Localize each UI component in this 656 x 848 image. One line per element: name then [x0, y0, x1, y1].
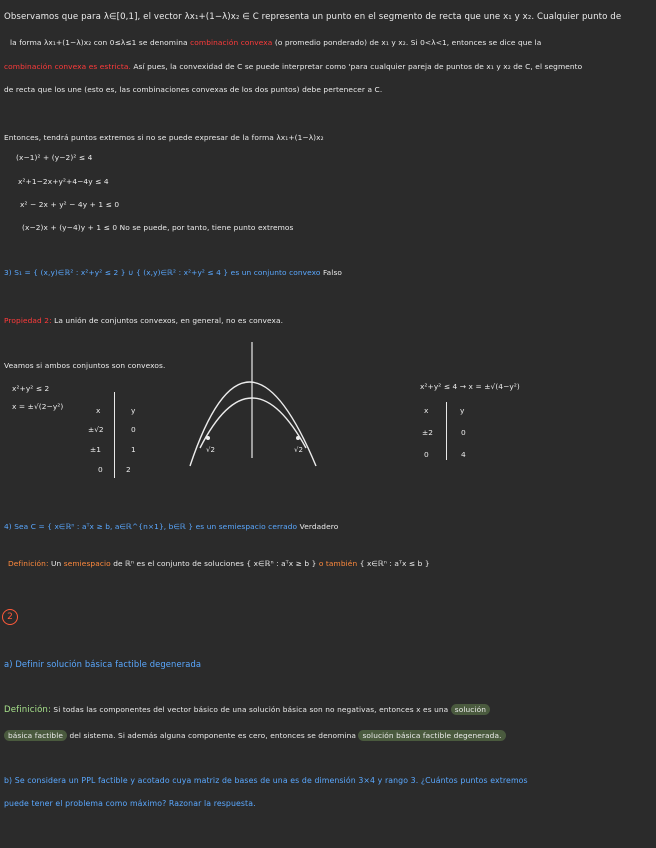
extremos-eq-4: (x−2)x + (y−4)y + 1 ≤ 0 No se puede, por tanto, tiene punto extremos: [22, 223, 294, 232]
item-b-line-2: puede tener el problema como máximo? Razonar la respuesta.: [4, 799, 256, 808]
propiedad-2: Propiedad 2: La unión de conjuntos convexos, en general, no es convexa.: [4, 316, 284, 325]
table-left-cell: 0: [131, 425, 136, 434]
definicion-sbf-line-2: básica factible del sistema. Si además alguna componente es cero, entonces se denomina solución básica factible degenerada.: [4, 731, 506, 740]
left-eq-2: x = ±√(2−y²): [12, 402, 64, 411]
table-left-cell: ±1: [90, 445, 101, 454]
item-3: 3) S₁ = { (x,y)∈ℝ² : x²+y² ≤ 2 } ∪ { (x,y)∈ℝ² : x²+y² ≤ 4 } es un conjunto convexo Falso: [4, 268, 343, 277]
table-right-cell: 0: [461, 428, 466, 437]
graph-label-left: √2: [206, 446, 215, 454]
definicion-sbf-line-1: Definición: Si todas las componentes del vector básico de una solución básica son no negativas, entonces x es una solución: [4, 705, 490, 715]
item-b-line-1: b) Se considera un PPL factible y acotado cuya matriz de bases de una es de dimensión 3×4 y rango 3. ¿Cuántos puntos extremos: [4, 776, 528, 785]
item-4: 4) Sea C = { x∈ℝⁿ : aᵀx ≥ b, a∈ℝ^{n×1}, b∈ℝ } es un semiespacio cerrado Verdadero: [4, 522, 339, 531]
table-right-divider: [446, 402, 447, 460]
intersection-right: [296, 436, 300, 440]
table-left-cell: 1: [131, 445, 136, 454]
combinacion-estricta-term: combinación convexa es estricta.: [4, 62, 131, 71]
graph-label-right: √2: [294, 446, 303, 454]
table-right-cell: 4: [461, 450, 466, 459]
extremos-heading: Entonces, tendrá puntos extremos si no se puede expresar de la forma λx₁+(1−λ)x₂: [4, 133, 324, 142]
obs-line-2: la forma λx₁+(1−λ)x₂ con 0≤λ≤1 se denomina combinación convexa (o promedio ponderado) de x₁ y x₂. Si 0<λ<1, entonces se dice que la: [10, 38, 542, 47]
combinacion-convexa-term: combinación convexa: [190, 38, 273, 47]
extremos-eq-2: x²+1−2x+y²+4−4y ≤ 4: [18, 177, 109, 186]
section-2-number: 2: [2, 609, 18, 625]
obs-line-1: Observamos que para λ∈[0,1], el vector λx₁+(1−λ)x₂ ∈ C representa un punto en el segmento de recta que une x₁ y x₂. Cualquier punto de: [4, 12, 622, 22]
extremos-eq-3: x² − 2x + y² − 4y + 1 ≤ 0: [20, 200, 120, 209]
obs-line-4: de recta que los une (esto es, las combinaciones convexas de los dos puntos) debe pertenecer a C.: [4, 85, 383, 94]
right-eq: x²+y² ≤ 4 → x = ±√(4−y²): [420, 382, 520, 391]
table-left-cell: 0: [98, 465, 103, 474]
table-left-h-y: y: [131, 406, 136, 415]
table-right-cell: 0: [424, 450, 429, 459]
table-right-h-x: x: [424, 406, 429, 415]
inner-parabola: [200, 398, 306, 448]
extremos-eq-1: (x−1)² + (y−2)² ≤ 4: [16, 153, 93, 162]
table-left-h-x: x: [96, 406, 101, 415]
table-left-cell: 2: [126, 465, 131, 474]
two-parabolas-graph: [176, 338, 336, 468]
veamos-heading: Veamos si ambos conjuntos son convexos.: [4, 361, 166, 370]
table-left-cell: ±√2: [88, 425, 104, 434]
table-right-cell: ±2: [422, 428, 433, 437]
definicion-semiespacio: Definición: Un semiespacio de ℝⁿ es el conjunto de soluciones { x∈ℝⁿ : aᵀx ≥ b } o también { x∈ℝⁿ : aᵀx ≤ b }: [8, 559, 430, 568]
item-a: a) Definir solución básica factible degenerada: [4, 659, 202, 669]
left-eq-1: x²+y² ≤ 2: [12, 384, 50, 393]
table-left-divider: [114, 392, 115, 478]
intersection-left: [206, 436, 210, 440]
table-right-h-y: y: [460, 406, 465, 415]
obs-line-3: combinación convexa es estricta. Así pues, la convexidad de C se puede interpretar como 'para cualquier pareja de puntos de x₁ y x₂ de C, el segmento: [4, 62, 583, 71]
